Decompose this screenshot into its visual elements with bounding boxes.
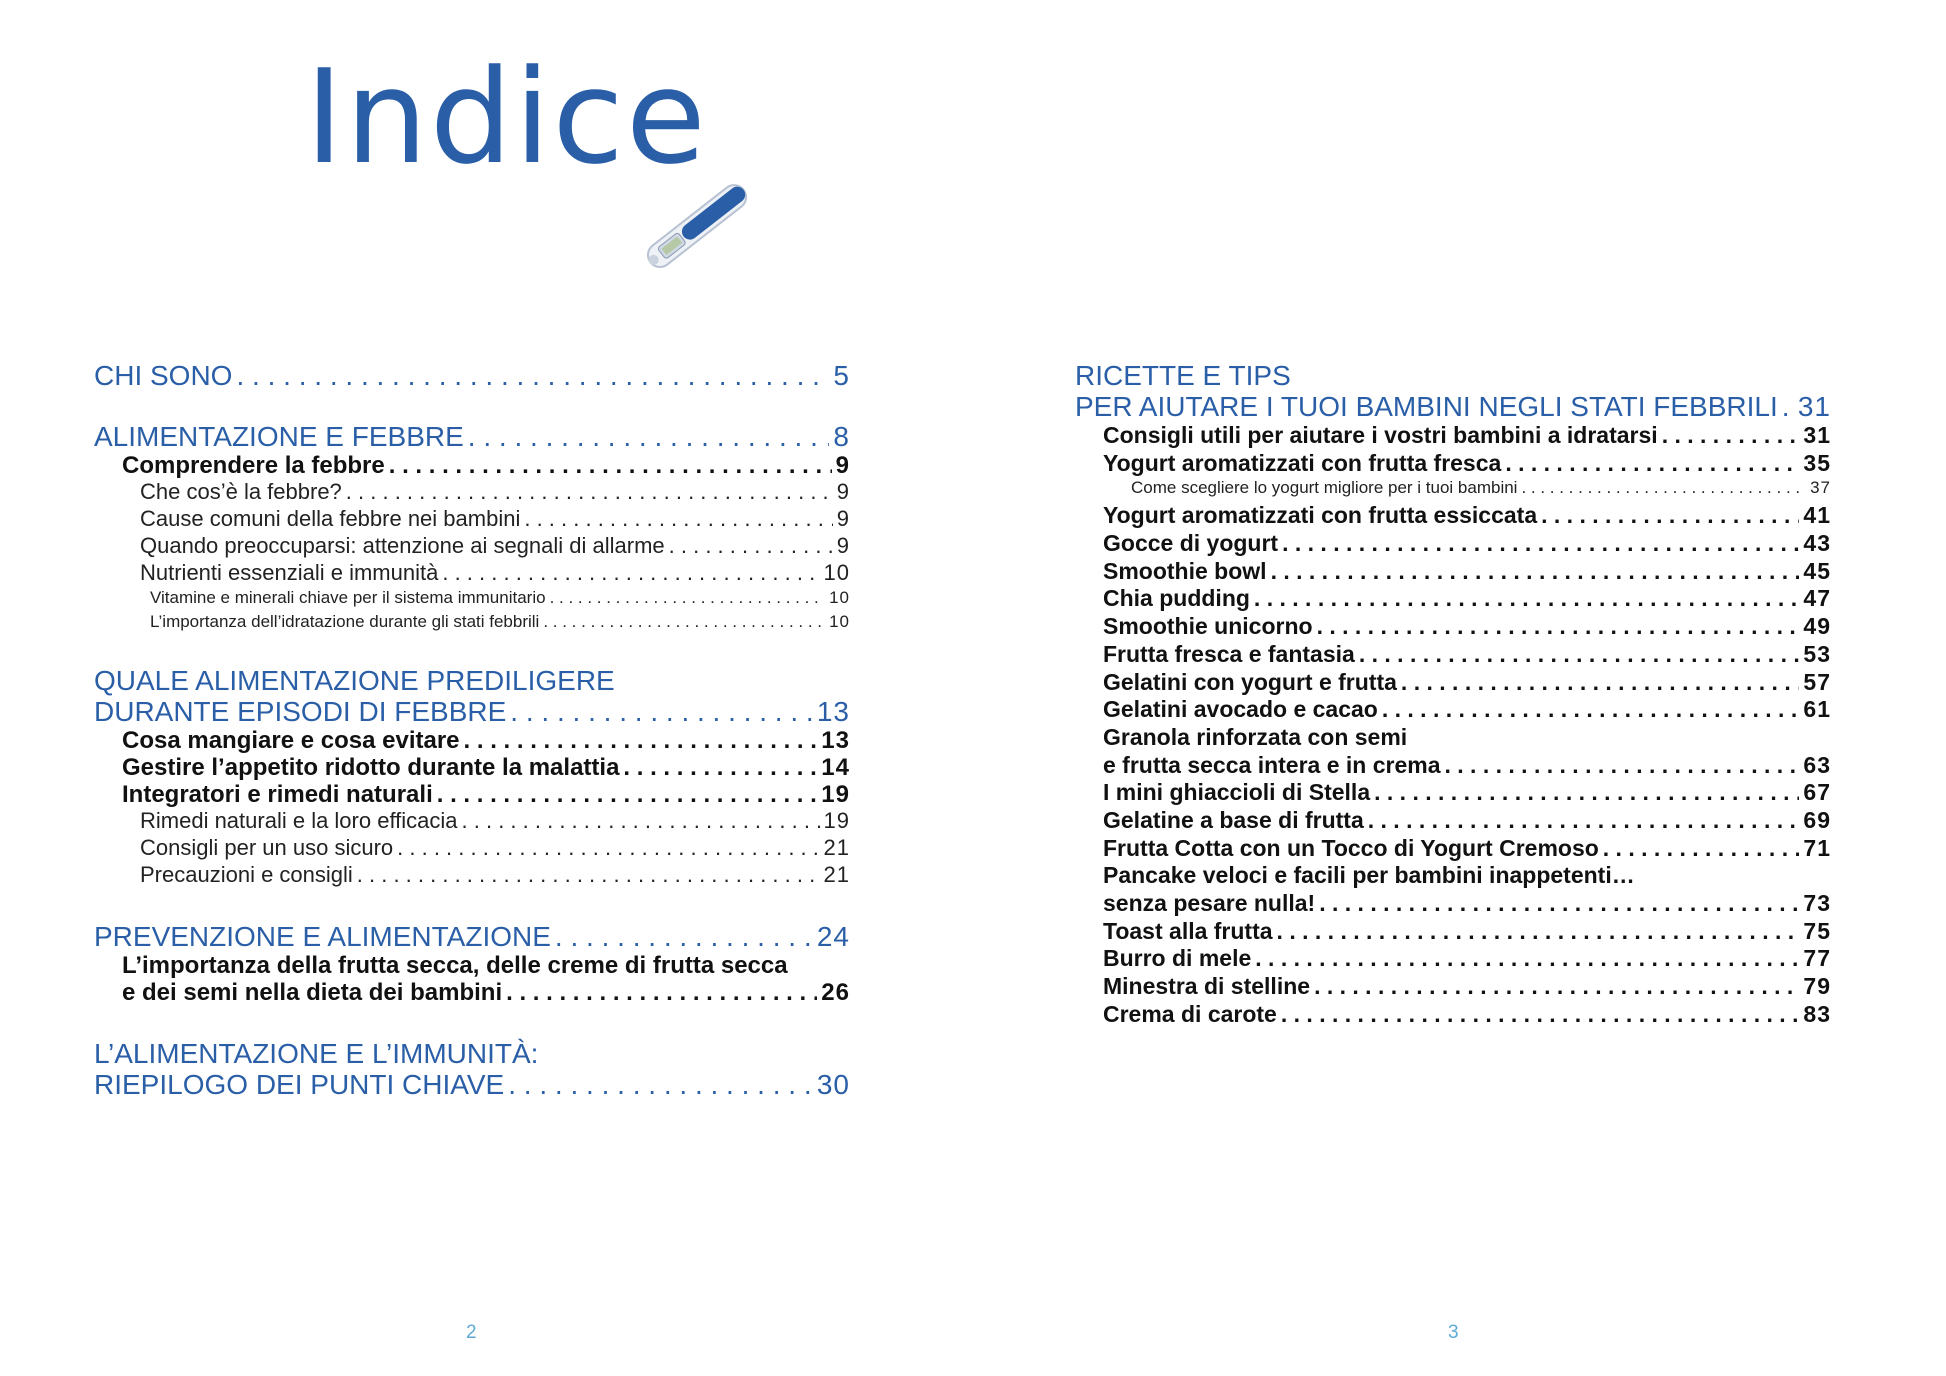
toc-entry[interactable]: Consigli utili per aiutare i vostri bambini a idratarsi . . . 31 (1075, 424, 1831, 452)
toc-entry[interactable]: Gestire l’appetito ridotto durante la malattia . . . 14 (94, 756, 850, 783)
toc-entry[interactable]: Yogurt aromatizzati con frutta fresca . . . 35 (1075, 452, 1831, 480)
toc-entry[interactable]: Che cos’è la febbre? . . . 9 (94, 481, 850, 508)
toc-section-title[interactable]: L’ALIMENTAZIONE E L’IMMUNITÀ: (94, 1038, 539, 1069)
toc-entry[interactable]: Gocce di yogurt . . . 43 (1075, 532, 1831, 560)
toc-entry[interactable]: Gelatini avocado e cacao . . . 61 (1075, 698, 1831, 726)
toc-entry[interactable]: CHI SONO . . . 5 (94, 362, 850, 393)
toc-section-title[interactable]: RICETTE E TIPS (1075, 360, 1291, 391)
toc-entry[interactable]: ALIMENTAZIONE E FEBBRE . . . 8 (94, 423, 850, 454)
toc-entry[interactable]: Cosa mangiare e cosa evitare . . . 13 (94, 729, 850, 756)
toc-entry[interactable]: Nutrienti essenziali e immunità . . . 10 (94, 562, 850, 589)
toc-entry-line[interactable]: Pancake veloci e facili per bambini inappetenti… (1103, 862, 1635, 889)
toc-entry[interactable]: Rimedi naturali e la loro efficacia . . . 19 (94, 810, 850, 837)
toc-section-title[interactable]: QUALE ALIMENTAZIONE PREDILIGERE (94, 665, 615, 696)
toc-entry[interactable]: L’importanza dell’idratazione durante gli stati febbrili . . . 10 (94, 613, 850, 637)
toc-right-column (1075, 362, 1831, 1030)
toc-left-column (94, 362, 850, 1102)
toc-entry[interactable]: Precauzioni e consigli . . . 21 (94, 864, 850, 891)
toc-entry[interactable]: Come scegliere lo yogurt migliore per i tuoi bambini . . . 37 (1075, 479, 1831, 504)
toc-entry[interactable]: DURANTE EPISODI DI FEBBRE . . . 13 (94, 698, 850, 729)
toc-entry[interactable]: Frutta fresca e fantasia . . . 53 (1075, 643, 1831, 671)
toc-entry[interactable]: e frutta secca intera e in crema . . . 63 (1075, 754, 1831, 782)
toc-entry[interactable]: Consigli per un uso sicuro . . . 21 (94, 837, 850, 864)
page-title: Indice (305, 41, 708, 193)
toc-entry[interactable]: Crema di carote . . . 83 (1075, 1003, 1831, 1031)
toc-entry[interactable]: Yogurt aromatizzati con frutta essiccata . . . 41 (1075, 504, 1831, 532)
toc-entry[interactable]: Comprendere la febbre . . . 9 (94, 454, 850, 481)
toc-entry[interactable]: e dei semi nella dieta dei bambini . . . 26 (94, 981, 850, 1008)
toc-entry[interactable]: senza pesare nulla! . . . 73 (1075, 892, 1831, 920)
toc-entry[interactable]: Integratori e rimedi naturali . . . 19 (94, 783, 850, 810)
toc-entry[interactable]: RIEPILOGO DEI PUNTI CHIAVE . . . 30 (94, 1071, 850, 1102)
toc-entry[interactable]: Gelatini con yogurt e frutta . . . 57 (1075, 671, 1831, 699)
toc-entry[interactable]: I mini ghiaccioli di Stella . . . 67 (1075, 781, 1831, 809)
toc-entry-line[interactable]: Granola rinforzata con semi (1103, 723, 1408, 750)
toc-entry[interactable]: Frutta Cotta con un Tocco di Yogurt Cremoso . . . 71 (1075, 837, 1831, 865)
toc-entry-line[interactable]: L’importanza della frutta secca, delle creme di frutta secca (122, 952, 788, 979)
toc-entry[interactable]: Cause comuni della febbre nei bambini . . . 9 (94, 508, 850, 535)
page-number-right: 3 (1448, 1322, 1459, 1343)
toc-entry[interactable]: Minestra di stelline . . . 79 (1075, 975, 1831, 1003)
toc-entry[interactable]: Gelatine a base di frutta . . . 69 (1075, 809, 1831, 837)
toc-entry[interactable]: Smoothie bowl . . . 45 (1075, 560, 1831, 588)
thermometer-icon (630, 170, 770, 280)
toc-entry[interactable]: Chia pudding . . . 47 (1075, 587, 1831, 615)
toc-entry[interactable]: Toast alla frutta . . . 75 (1075, 920, 1831, 948)
page-number-left: 2 (466, 1322, 477, 1343)
toc-entry[interactable]: PER AIUTARE I TUOI BAMBINI NEGLI STATI FEBBRILI . . . 31 (1075, 393, 1831, 424)
toc-entry[interactable]: PREVENZIONE E ALIMENTAZIONE . . . 24 (94, 923, 850, 954)
toc-entry[interactable]: Burro di mele . . . 77 (1075, 947, 1831, 975)
toc-entry[interactable]: Vitamine e minerali chiave per il sistema immunitario . . . 10 (94, 589, 850, 613)
toc-entry[interactable]: Smoothie unicorno . . . 49 (1075, 615, 1831, 643)
toc-entry[interactable]: Quando preoccuparsi: attenzione ai segnali di allarme . . . 9 (94, 535, 850, 562)
